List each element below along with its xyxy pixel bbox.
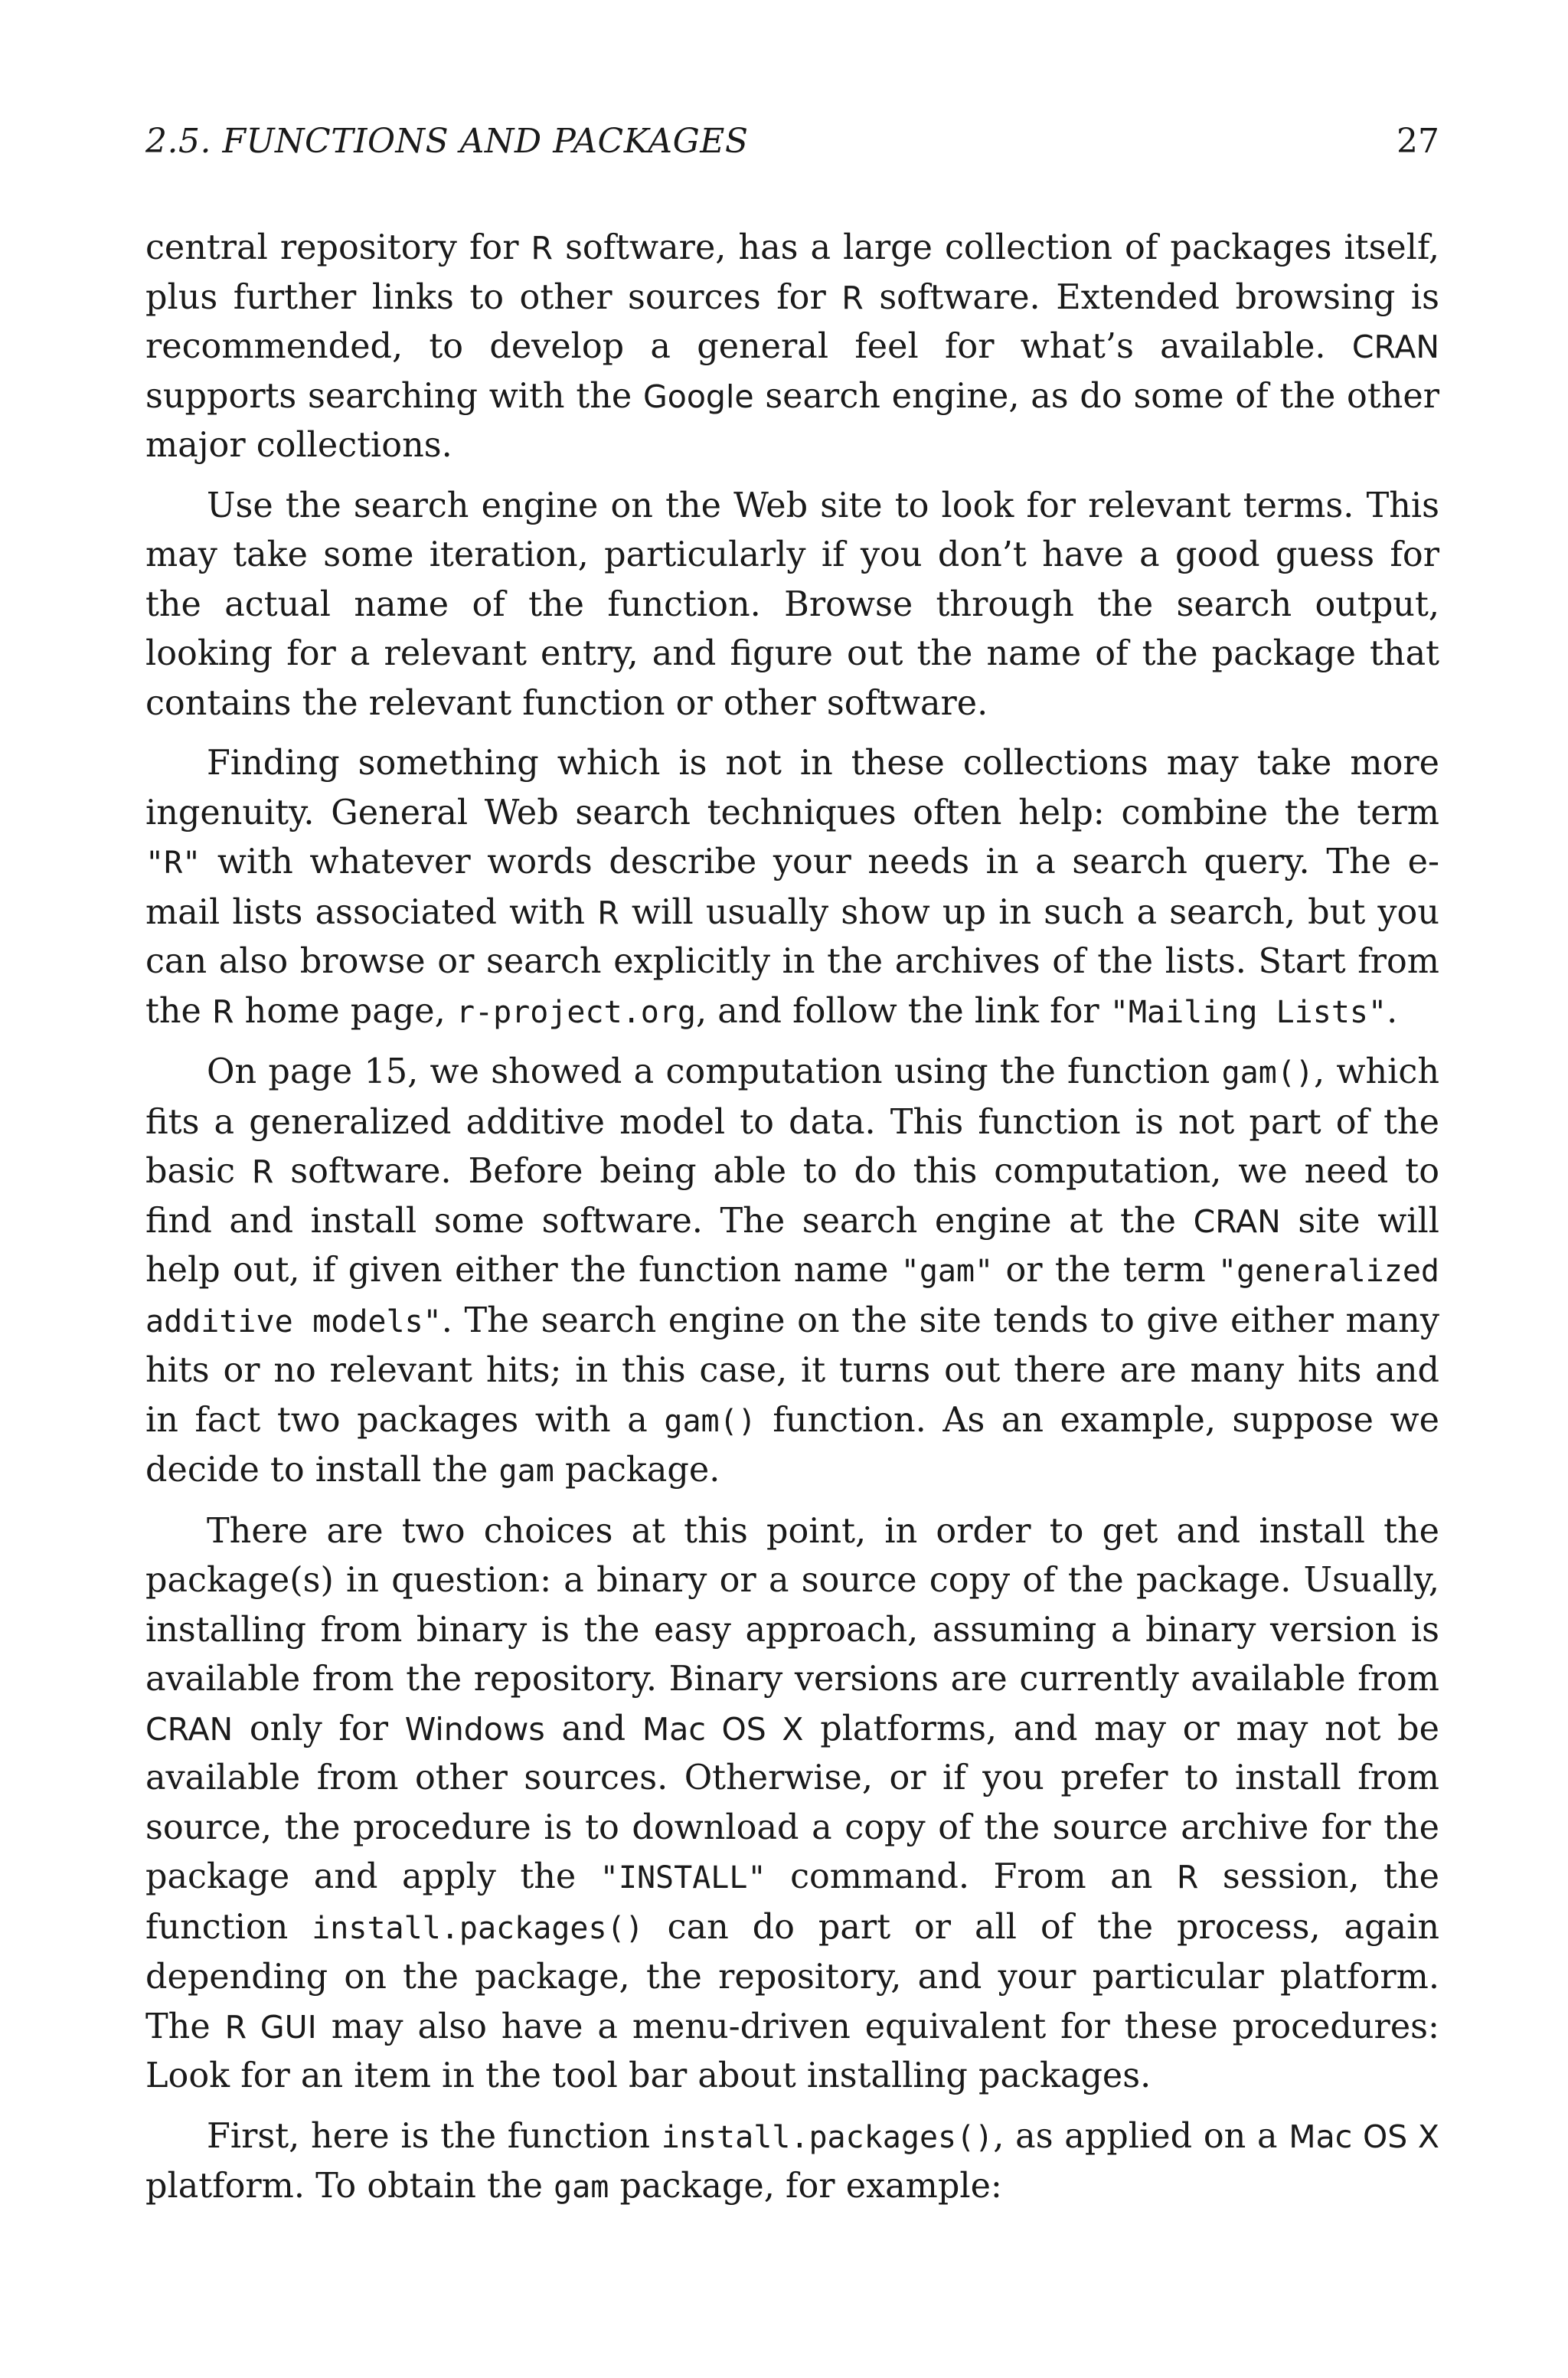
sans-term: Google (642, 378, 754, 415)
text-run: may also have a menu-driven equivalent for these procedures: Look for an item in the tool bar about installing packages. (145, 2007, 1439, 2095)
code-term: install.packages() (661, 2119, 994, 2155)
page-number: 27 (1396, 122, 1439, 161)
section-title: 2.5. FUNCTIONS AND PACKAGES (145, 122, 749, 161)
text-run: site will help out, if given either the function name (145, 1201, 1439, 1290)
code-term: gam() (1221, 1055, 1315, 1091)
code-term: gam (498, 1454, 554, 1489)
text-run: , and follow the link for (696, 991, 1110, 1031)
text-run: . (1387, 991, 1398, 1031)
text-run: software. Extended browsing is recommended, to develop a general feel for what’s available. (145, 277, 1440, 366)
text-run: First, here is the function (207, 2116, 662, 2156)
text-run: package, for example: (609, 2167, 1002, 2206)
running-header (145, 115, 1439, 168)
text-run: central repository for (145, 228, 531, 267)
sans-term: R GUI (224, 2008, 317, 2046)
paragraph (145, 2112, 1439, 2213)
code-term: "INSTALL" (599, 1860, 766, 1896)
text-run: only for (233, 1709, 405, 1748)
text-run: . The search engine on the site tends to give either many hits or no relevant hits; in this case, it turns out there are many hits and in fact two packages with a (145, 1300, 1439, 1440)
code-term: "gam" (900, 1254, 994, 1289)
text-run: platforms, and may or may not be available from other sources. Otherwise, or if you prefer to install from source, the procedure is to download a copy of the source archive for the package and apply the (145, 1709, 1439, 1896)
body-text (145, 224, 1439, 2223)
text-run: package. (554, 1451, 720, 1490)
text-run: Finding something which is not in these collections may take more ingenuity. General Web search techniques often help: combine the term (145, 744, 1439, 832)
sans-term: CRAN (1193, 1202, 1281, 1240)
text-run: function. As an example, suppose we decide to install the (145, 1400, 1439, 1490)
code-term: gam() (664, 1403, 756, 1439)
text-run: search engine, as do some of the other major collections. (145, 376, 1439, 465)
sans-term: Mac OS X (642, 1710, 804, 1748)
sans-term: R (841, 279, 864, 316)
code-term: install.packages() (312, 1910, 644, 1946)
text-run: session, the function (145, 1857, 1440, 1947)
paragraph (145, 1507, 1439, 2102)
text-run: Use the search engine on the Web site to look for relevant terms. This may take some iteration, particularly if you don’t have a good guess for the actual name of the function. Browse through the search output, looking for a relevant entry, and figure out the name of the package that contains the relevant function or other software. (145, 486, 1439, 723)
text-run: , which fits a generalized additive model to data. This function is not part of the basic (145, 1052, 1439, 1191)
text-run: or the term (993, 1251, 1219, 1290)
text-run: and (544, 1709, 642, 1748)
text-run: software. Before being able to do this computation, we need to find and install some software. The search engine at the (145, 1152, 1439, 1241)
text-run: supports searching with the (145, 376, 643, 416)
sans-term: R (597, 894, 619, 931)
sans-term: Windows (404, 1710, 545, 1748)
text-run: with whatever words describe your needs in a search query. The e-mail lists associated with (145, 842, 1439, 932)
paragraph (145, 482, 1439, 729)
paragraph (145, 224, 1439, 471)
text-run: command. From an (766, 1857, 1177, 1896)
code-term: "R" (145, 846, 201, 881)
paragraph (145, 739, 1439, 1037)
text-run: will usually show up in such a search, but you can also browse or search explicitly in the archives of the lists. Start from the (145, 892, 1439, 1031)
text-run: , as applied on a (993, 2116, 1289, 2156)
text-run: platform. To obtain the (145, 2167, 554, 2206)
sans-term: R (531, 230, 554, 267)
text-run: software, has a large collection of packages itself, plus further links to other sources for (145, 228, 1440, 317)
sans-term: Mac OS X (1289, 2118, 1439, 2155)
text-run: There are two choices at this point, in order to get and install the package(s) in question: a binary or a source copy of the package. Usually, installing from binary is the easy approach, assuming a binary version is available from the repository. Binary versions are currently available from (145, 1511, 1439, 1699)
paragraph (145, 1048, 1439, 1496)
sans-term: R (251, 1153, 274, 1190)
sans-term: CRAN (145, 1710, 234, 1748)
sans-term: R (1176, 1859, 1199, 1896)
text-run: can do part or all of the process, again depending on the package, the repository, and your particular platform. The (145, 1907, 1439, 2046)
sans-term: CRAN (1351, 329, 1439, 365)
code-term: "generalized additive models" (145, 1254, 1439, 1339)
code-term: r-project.org (456, 994, 697, 1030)
code-term: gam (554, 2170, 609, 2205)
text-run: home page, (234, 991, 456, 1031)
sans-term: R (212, 993, 234, 1030)
text-run: On page 15, we showed a computation using the function (207, 1052, 1222, 1091)
code-term: "Mailing Lists" (1109, 994, 1387, 1030)
